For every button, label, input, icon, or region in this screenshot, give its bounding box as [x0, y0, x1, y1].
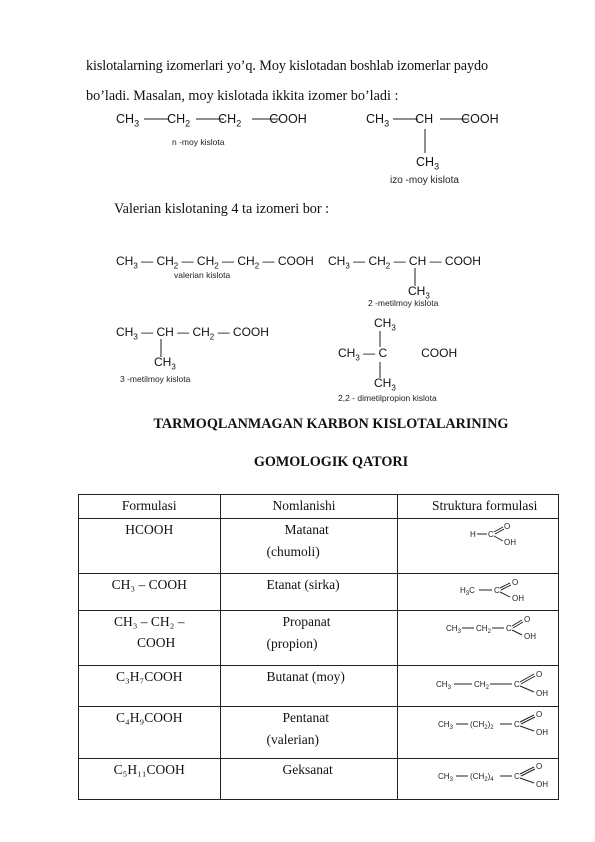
svg-text:CH3: $CH_3$: [438, 772, 453, 783]
svg-text:OH: OH: [536, 728, 548, 737]
header-formula: Formulasi: [79, 495, 221, 519]
svg-text:O: O: [524, 615, 531, 624]
row-name: Matanat (chumoli): [220, 519, 398, 574]
row-name: Geksanat: [220, 759, 398, 800]
svg-text:C: C: [514, 680, 520, 689]
svg-text:C: C: [514, 772, 520, 781]
valeric-intro: Valerian kislotaning 4 ta izomeri bor :: [114, 201, 330, 217]
cooh: COOH: [461, 112, 499, 126]
svg-text:O: O: [504, 522, 511, 531]
valeric-3-branch: $CH_3$: [154, 355, 176, 372]
valeric-1: $CH_3$ — $CH_2$ — $CH_2$ — $CH_2$ — COOH: [116, 254, 314, 271]
svg-text:OH: OH: [536, 780, 548, 789]
structure-valeric: [398, 707, 558, 747]
valeric-2-branch: $CH_3$: [408, 284, 430, 301]
svg-text:C: C: [514, 720, 520, 729]
svg-text:CH3: $CH_3$: [446, 624, 461, 635]
structure-acetic: [398, 574, 558, 606]
ch3: $CH_3$: [366, 112, 390, 129]
structure-butyric: [398, 666, 558, 702]
intro-line-2: bo’ladi. Masalan, moy kislotada ikkita izomer bo’ladi :: [86, 88, 399, 104]
svg-text:O: O: [536, 670, 543, 679]
table-row: [79, 707, 559, 759]
valeric-2-label: 2 -metilmoy kislota: [368, 298, 439, 308]
header-struct: Struktura formulasi: [398, 495, 559, 519]
row-struct: [398, 519, 559, 574]
row-struct: [398, 666, 559, 707]
svg-text:C: C: [494, 586, 500, 595]
row-formula: C₅H₁₁COOH: [79, 759, 221, 800]
row-formula: C₃H₇COOH: [79, 666, 221, 707]
table-row: [79, 759, 559, 800]
row-formula: C₄H₉COOH: [79, 707, 221, 759]
row-struct: [398, 759, 559, 800]
row-struct: [398, 574, 559, 611]
valeric-3: $CH_3$ — CH — $CH_2$ — COOH: [116, 325, 269, 342]
svg-text:OH: OH: [524, 632, 536, 641]
intro-line-1: kislotalarning izomerlari yo’q. Moy kislotadan boshlab izomerlar paydo: [86, 58, 488, 74]
table-row: [79, 666, 559, 707]
row-struct: [398, 707, 559, 759]
table-row: [79, 611, 559, 666]
valeric-4-main: $CH_3$ — C COOH: [338, 346, 458, 363]
heading-line-1: TARMOQLANMAGAN KARBON KISLOTALARINING: [153, 416, 509, 432]
svg-text:H: H: [470, 530, 476, 539]
row-name: Etanat (sirka): [220, 574, 398, 611]
svg-text:CH2: $CH_2$: [476, 624, 491, 635]
table-row: [79, 574, 559, 611]
svg-text:C: C: [488, 530, 494, 539]
valeric-4-bottom: $CH_3$: [374, 376, 396, 393]
row-formula: CH₃ – CH₂ – COOH: [79, 611, 221, 666]
ch2: $CH_2$: [218, 112, 242, 129]
valeric-1-label: valerian kislota: [174, 270, 231, 280]
n-butyric-label: n -moy kislota: [172, 137, 225, 147]
svg-text:CH3: $CH_3$: [436, 680, 451, 691]
table-row: [79, 519, 559, 574]
table-header-row: [79, 495, 559, 519]
row-formula: HCOOH: [79, 519, 221, 574]
ch2: $CH_2$: [167, 112, 191, 129]
structure-propionic: [398, 611, 558, 661]
svg-text:O: O: [536, 710, 543, 719]
row-name: Butanat (moy): [220, 666, 398, 707]
svg-text:C: C: [506, 624, 512, 633]
iso-butyric-label: izo -moy kislota: [390, 175, 459, 186]
svg-text:OH: OH: [536, 689, 548, 698]
valeric-4-top: $CH_3$: [374, 316, 396, 333]
row-name: Propanat (propion): [220, 611, 398, 666]
structure-formic: [398, 519, 558, 569]
structure-caproic: [398, 759, 558, 795]
row-struct: [398, 611, 559, 666]
valeric-2: $CH_3$ — $CH_2$ — CH — COOH: [328, 254, 481, 271]
svg-text:OH: OH: [504, 538, 516, 547]
heading-line-2: GOMOLOGIK QATORI: [253, 454, 409, 470]
svg-text:O: O: [536, 762, 543, 771]
ch3: $CH_3$: [116, 112, 140, 129]
svg-text:CH3: $CH_3$: [438, 720, 453, 731]
ch: CH: [415, 112, 434, 126]
valeric-3-label: 3 -metilmoy kislota: [120, 374, 191, 384]
row-formula: CH₃ – COOH: [79, 574, 221, 611]
n-butyric-formula: [116, 112, 307, 129]
svg-text:(CH2)4: $(CH_2)_4$: [470, 772, 494, 783]
svg-text:OH: OH: [512, 594, 524, 603]
header-name: Nomlanishi: [220, 495, 398, 519]
iso-butyric-branch: $CH_3$: [416, 155, 440, 172]
valeric-4-label: 2,2 - dimetilpropion kislota: [338, 393, 437, 403]
homologous-series-table: [78, 494, 559, 800]
svg-text:H3C: $H_3C$: [460, 586, 475, 597]
svg-text:CH2: $CH_2$: [474, 680, 489, 691]
section-heading: [86, 411, 576, 475]
row-name: Pentanat (valerian): [220, 707, 398, 759]
iso-butyric-formula: [366, 112, 499, 129]
svg-text:O: O: [512, 578, 519, 587]
cooh: COOH: [269, 112, 307, 126]
svg-text:(CH2)2: $(CH_2)_2$: [470, 720, 494, 731]
